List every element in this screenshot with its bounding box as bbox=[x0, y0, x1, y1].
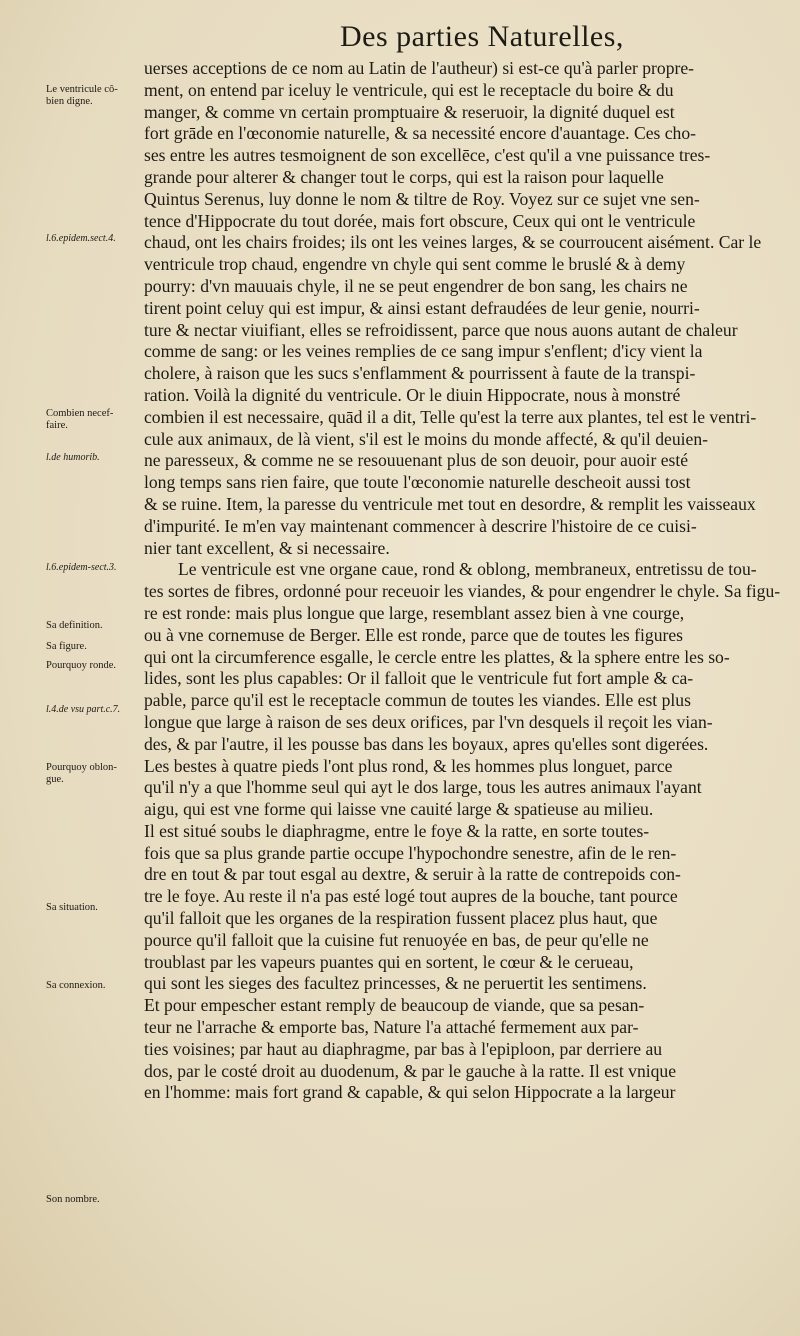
text-line: en l'homme: mais fort grand & capable, & qui selon Hippocrate a la largeur bbox=[144, 1082, 676, 1103]
text-line: tes sortes de fibres, ordonné pour receuoir les viandes, & pour engendrer le chyle. Sa figu- bbox=[144, 581, 781, 602]
margin-note-oblongue: Pourquoy oblon- gue. bbox=[46, 762, 117, 785]
margin-note-definition: Sa definition. bbox=[46, 620, 103, 631]
text-line: troublast par les vapeurs puantes qui en sortent, le cœur & le cerueau, bbox=[144, 951, 634, 972]
text-line: pourry: d'vn mauuais chyle, il ne se peut engendrer de bon sang, les chairs ne bbox=[144, 275, 688, 296]
text-line: combien il est necessaire, quād il a dit, Telle qu'est la terre aux plantes, tel est le ventri- bbox=[144, 406, 757, 427]
margin-note-ref-epidem-4: l.6.epidem.sect.4. bbox=[46, 233, 116, 244]
text-line: dos, par le costé droit au duodenum, & par le gauche à la ratte. Il est vnique bbox=[144, 1060, 677, 1081]
text-line: comme de sang: or les veines remplies de ce sang impur s'enflent; d'icy vient la bbox=[144, 341, 703, 362]
text-line: ration. Voilà la dignité du ventricule. Or le diuin Hippocrate, nous à monstré bbox=[144, 384, 681, 405]
margin-note-ref-epidem-3: l.6.epidem-sect.3. bbox=[46, 562, 117, 573]
text-line: tence d'Hippocrate du tout dorée, mais fort obscure, Ceux qui ont le ventricule bbox=[144, 210, 696, 231]
text-line: tirent point celuy qui est impur, & ainsi estant defraudées de leur genie, nourri- bbox=[144, 297, 700, 318]
text-line: des, & par l'autre, il les pousse bas dans les boyaux, apres qu'elles sont digerées. bbox=[144, 733, 709, 754]
text-line: ou à vne cornemuse de Berger. Elle est ronde, parce que de toutes les figures bbox=[144, 624, 684, 645]
margin-note-nombre: Son nombre. bbox=[46, 1194, 100, 1205]
running-header: Des parties Naturelles, bbox=[340, 20, 624, 53]
text-line: pource qu'il falloit que la cuisine fut renuoyée en bas, de peur qu'elle ne bbox=[144, 929, 649, 950]
text-line: chaud, ont les chairs froides; ils ont les veines larges, & se courroucent aisément. Car le bbox=[144, 232, 762, 253]
margin-note-figure: Sa figure. bbox=[46, 641, 87, 652]
text-line bbox=[144, 1104, 794, 1126]
text-line: lides, sont les plus capables: Or il falloit que le ventricule fut fort ample & ca- bbox=[144, 668, 694, 689]
text-line: Quintus Serenus, luy donne le nom & tiltre de Roy. Voyez sur ce sujet vne sen- bbox=[144, 188, 700, 209]
text-line: qui sont les sieges des facultez princesses, & ne peruertit les sentimens. bbox=[144, 973, 647, 994]
text-line: fois que sa plus grande partie occupe l'hypochondre senestre, afin de le ren- bbox=[144, 842, 677, 863]
margin-note-situation: Sa situation. bbox=[46, 902, 98, 913]
text-line: grande pour alterer & changer tout le corps, qui est la raison pour laquelle bbox=[144, 166, 664, 187]
text-line: manger, & comme vn certain promptuaire & reseruoir, la dignité duquel est bbox=[144, 101, 675, 122]
text-line: long temps sans rien faire, que toute l'œconomie naturelle descheoit aussi tost bbox=[144, 472, 691, 493]
text-line: & se ruine. Item, la paresse du ventricule met tout en desordre, & remplit les vaisseaux bbox=[144, 493, 756, 514]
margin-note-ref-vsu-part: l.4.de vsu part.c.7. bbox=[46, 704, 121, 715]
text-line: re est ronde: mais plus longue que large, resemblant assez bien à vne courge, bbox=[144, 602, 685, 623]
margin-note-ref-humorib: l.de humorib. bbox=[46, 452, 100, 463]
text-line: ture & nectar viuifiant, elles se refroidissent, parce que nous auons autant de chaleur bbox=[144, 319, 738, 340]
margin-note-ventricule: Le ventricule cô- bien digne. bbox=[46, 84, 118, 107]
text-line: aigu, qui est vne forme qui laisse vne cauité large & spatieuse au milieu. bbox=[144, 799, 654, 820]
text-line: cholere, à raison que les sucs s'enflamment & pourrissent à faute de la transpi- bbox=[144, 363, 696, 384]
text-line: ventricule trop chaud, engendre vn chyle qui sent comme le bruslé & à demy bbox=[144, 254, 686, 275]
text-line: qui ont la circumference esgalle, le cercle entre les plattes, & la sphere entre les so- bbox=[144, 646, 730, 667]
text-line: tre le foye. Au reste il n'a pas esté logé tout aupres de la bouche, tant pource bbox=[144, 886, 678, 907]
text-line: Le ventricule est vne organe caue, rond & oblong, membraneux, entretissu de tou- bbox=[178, 559, 757, 580]
text-line: ties voisines; par haut au diaphragme, par bas à l'epiploon, par derriere au bbox=[144, 1038, 663, 1059]
text-line: ses entre les autres tesmoignent de son excellēce, c'est qu'il a vne puissance tres- bbox=[144, 145, 711, 166]
main-text-block bbox=[144, 58, 794, 1126]
text-line: Et pour empescher estant remply de beaucoup de viande, que sa pesan- bbox=[144, 995, 645, 1016]
text-line: dre en tout & par tout esgal au dextre, & seruir à la ratte de contrepoids con- bbox=[144, 864, 681, 885]
text-line: qu'il falloit que les organes de la respiration fussent placez plus haut, que bbox=[144, 908, 658, 929]
text-line: fort grāde en l'œconomie naturelle, & sa necessité encore d'auantage. Ces cho- bbox=[144, 123, 697, 144]
margin-note-combien: Combien necef- faire. bbox=[46, 408, 114, 431]
text-line: ment, on entend par iceluy le ventricule, qui est le receptacle du boire & du bbox=[144, 79, 674, 100]
text-line: teur ne l'arrache & emporte bas, Nature l'a attaché fermement aux par- bbox=[144, 1017, 639, 1038]
text-line: longue que large à raison de ses deux orifices, par l'vn desquels il reçoit les vian- bbox=[144, 711, 713, 732]
text-line: ne paresseux, & comme ne se resouuenant plus de son deuoir, pour auoir esté bbox=[144, 450, 689, 471]
margin-note-pourquoy-ronde: Pourquoy ronde. bbox=[46, 660, 116, 671]
text-line: nier tant excellent, & si necessaire. bbox=[144, 537, 390, 558]
text-line: Les bestes à quatre pieds l'ont plus rond, & les hommes plus longuet, parce bbox=[144, 755, 673, 776]
text-line: pable, parce qu'il est le receptacle commun de toutes les viandes. Elle est plus bbox=[144, 690, 691, 711]
text-line: d'impurité. Ie m'en vay maintenant commencer à descrire l'histoire de ce cuisi- bbox=[144, 515, 697, 536]
text-line: cule aux animaux, de là vient, s'il est le moins du monde affecté, & qu'il deuien- bbox=[144, 428, 708, 449]
text-line: qu'il n'y a que l'homme seul qui ayt le dos large, tous les autres animaux l'ayant bbox=[144, 777, 702, 798]
text-line: uerses acceptions de ce nom au Latin de l'autheur) si est-ce qu'à parler propre- bbox=[144, 58, 695, 78]
margin-note-connexion: Sa connexion. bbox=[46, 980, 106, 991]
text-line: Il est situé soubs le diaphragme, entre le foye & la ratte, en sorte toutes- bbox=[144, 820, 650, 841]
